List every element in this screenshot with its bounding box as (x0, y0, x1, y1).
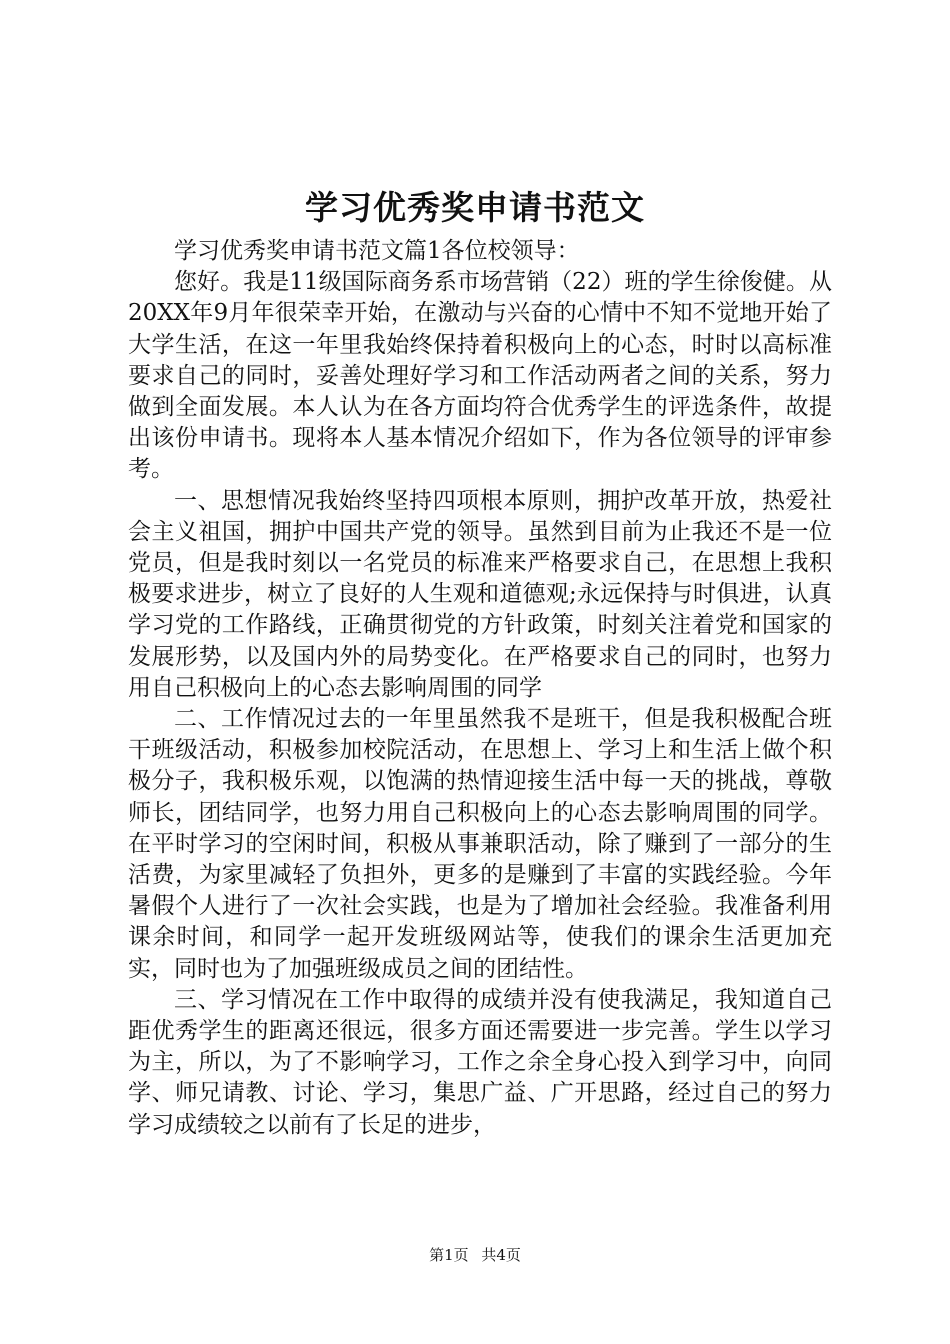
paragraph-introduction: 您好。我是11级国际商务系市场营销（22）班的学生徐俊健。从20XX年9月年很荣幸开始，在激动与兴奋的心情中不知不觉地开始了大学生活，在这一年里我始终保持着积极向上的心态，时时以高标准要求自己的同时，妥善处理好学习和工作活动两者之间的关系，努力做到全面发展。本人认为在各方面均符合优秀学生的评选条件，故提出该份申请书。现将本人基本情况介绍如下，作为各位领导的评审参考。 (128, 269, 832, 483)
paragraph-work: 二、工作情况过去的一年里虽然我不是班干，但是我积极配合班干班级活动，积极参加校院活动，在思想上、学习上和生活上做个积极分子，我积极乐观，以饱满的热情迎接生活中每一天的挑战，尊敬师长，团结同学，也努力用自己积极向上的心态去影响周围的同学。在平时学习的空闲时间，积极从事兼职活动，除了赚到了一部分的生活费，为家里减轻了负担外，更多的是赚到了丰富的实践经验。今年暑假个人进行了一次社会实践，也是为了增加社会经验。我准备利用课余时间，和同学一起开发班级网站等，使我们的课余生活更加充实，同时也为了加强班级成员之间的团结性。 (128, 706, 832, 982)
document-title: 学习优秀奖申请书范文 (305, 188, 645, 227)
paragraph-study: 三、学习情况在工作中取得的成绩并没有使我满足，我知道自己距优秀学生的距离还很远，很多方面还需要进一步完善。学生以学习为主，所以，为了不影响学习，工作之余全身心投入到学习中，向同学、师兄请教、讨论、学习，集思广益、广开思路，经过自己的努力学习成绩较之以前有了长足的进步， (128, 986, 832, 1138)
page-total: 共4页 (481, 1246, 521, 1264)
page-number: 第1页 (429, 1246, 469, 1264)
document-body (128, 236, 832, 1141)
paragraph-thought: 一、思想情况我始终坚持四项根本原则，拥护改革开放，热爱社会主义祖国，拥护中国共产党的领导。虽然到目前为止我还不是一位党员，但是我时刻以一名党员的标准来严格要求自己，在思想上我积极要求进步，树立了良好的人生观和道德观;永远保持与时俱进，认真学习党的工作路线，正确贯彻党的方针政策，时刻关注着党和国家的发展形势，以及国内外的局势变化。在严格要求自己的同时，也努力用自己积极向上的心态去影响周围的同学 (128, 487, 832, 701)
page-footer (0, 1244, 950, 1266)
paragraph-greeting: 学习优秀奖申请书范文篇1各位校领导： (174, 238, 580, 264)
